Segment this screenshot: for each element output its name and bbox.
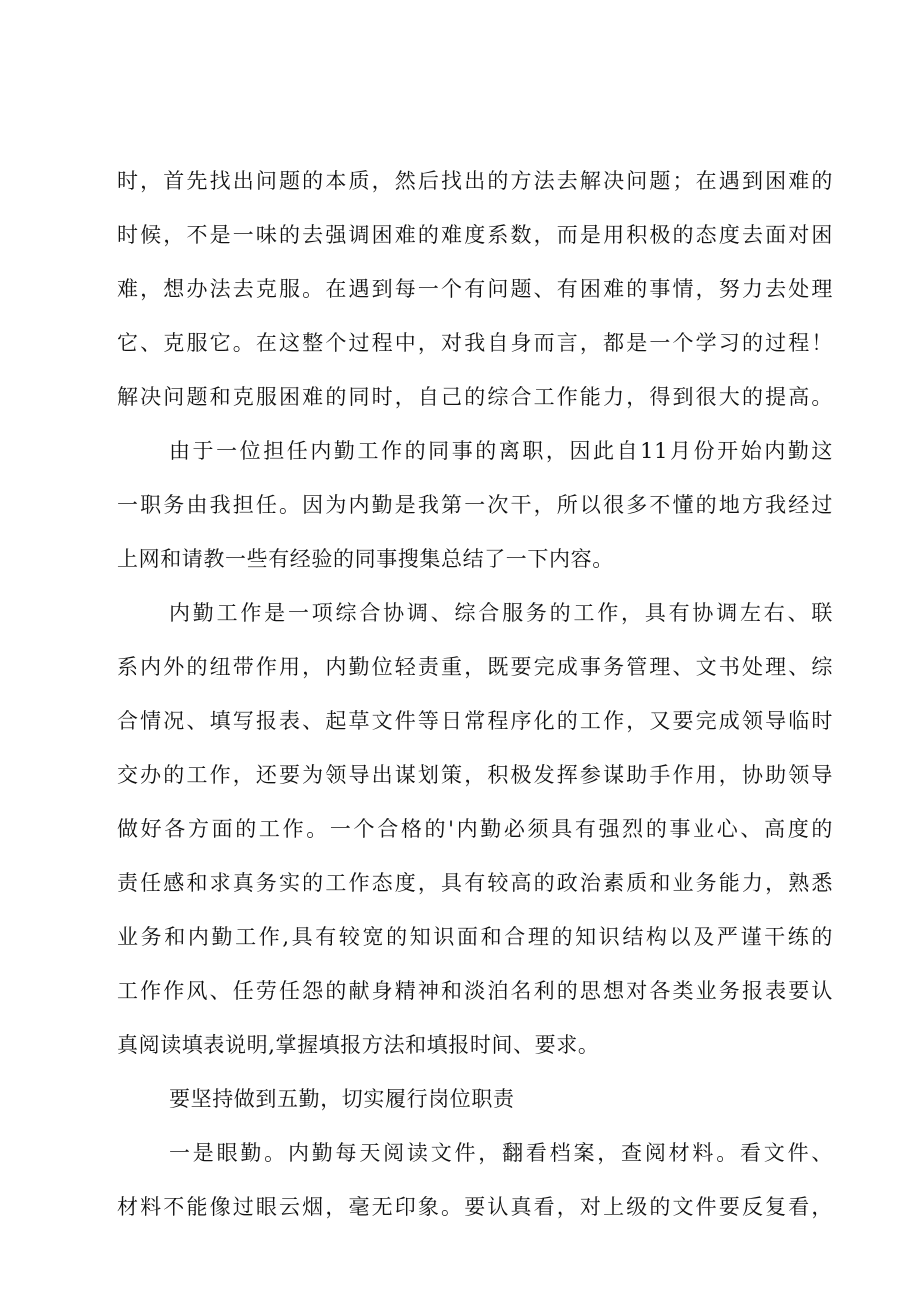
text-line: 它、克服它。在这整个过程中，对我自身而言，都是一个学习的过程！ (117, 331, 833, 355)
document-body (117, 154, 833, 1234)
text-line: 内勤工作是一项综合协调、综合服务的工作，具有协调左右、联 (169, 601, 833, 625)
text-line: 材料不能像过眼云烟，毫无印象。要认真看，对上级的文件要反复看， (117, 1195, 833, 1219)
text-line: 解决问题和克服困难的同时，自己的综合工作能力，得到很大的提高。 (117, 385, 833, 409)
paragraph-5 (117, 1126, 833, 1234)
text-line: 由于一位担任内勤工作的同事的离职，因此自11月份开始内勤这 (169, 439, 833, 463)
text-line: 一是眼勤。内勤每天阅读文件，翻看档案，查阅材料。看文件、 (169, 1141, 833, 1165)
text-line: 难，想办法去克服。在遇到每一个有问题、有困难的事情，努力去处理 (117, 277, 833, 301)
paragraph-4-heading (117, 1072, 833, 1126)
text-line: 工作作风、任劳任怨的献身精神和淡泊名利的思想对各类业务报表要认 (117, 979, 833, 1003)
text-line: 交办的工作，还要为领导出谋划策，积极发挥参谋助手作用，协助领导 (117, 763, 833, 787)
paragraph-1 (117, 154, 833, 424)
text-line: 做好各方面的工作。一个合格的'内勤必须具有强烈的事业心、高度的 (117, 817, 833, 841)
text-line: 系内外的纽带作用，内勤位轻责重，既要完成事务管理、文书处理、综 (117, 655, 833, 679)
paragraph-3 (117, 586, 833, 1072)
text-line: 时，首先找出问题的本质，然后找出的方法去解决问题；在遇到困难的 (117, 169, 833, 193)
text-line: 时候，不是一味的去强调困难的难度系数，而是用积极的态度去面对困 (117, 223, 833, 247)
text-line: 责任感和求真务实的工作态度，具有较高的政治素质和业务能力，熟悉 (117, 871, 833, 895)
text-line: 合情况、填写报表、起草文件等日常程序化的工作，又要完成领导临时 (117, 709, 833, 733)
text-line: 真阅读填表说明,掌握填报方法和填报时间、要求。 (117, 1033, 600, 1057)
paragraph-2 (117, 424, 833, 586)
text-line: 上网和请教一些有经验的同事搜集总结了一下内容。 (117, 547, 614, 571)
text-line: 一职务由我担任。因为内勤是我第一次干，所以很多不懂的地方我经过 (117, 493, 833, 517)
section-heading: 要坚持做到五勤，切实履行岗位职责 (169, 1087, 515, 1111)
text-line: 业务和内勤工作,具有较宽的知识面和合理的知识结构以及严谨干练的 (117, 925, 833, 949)
